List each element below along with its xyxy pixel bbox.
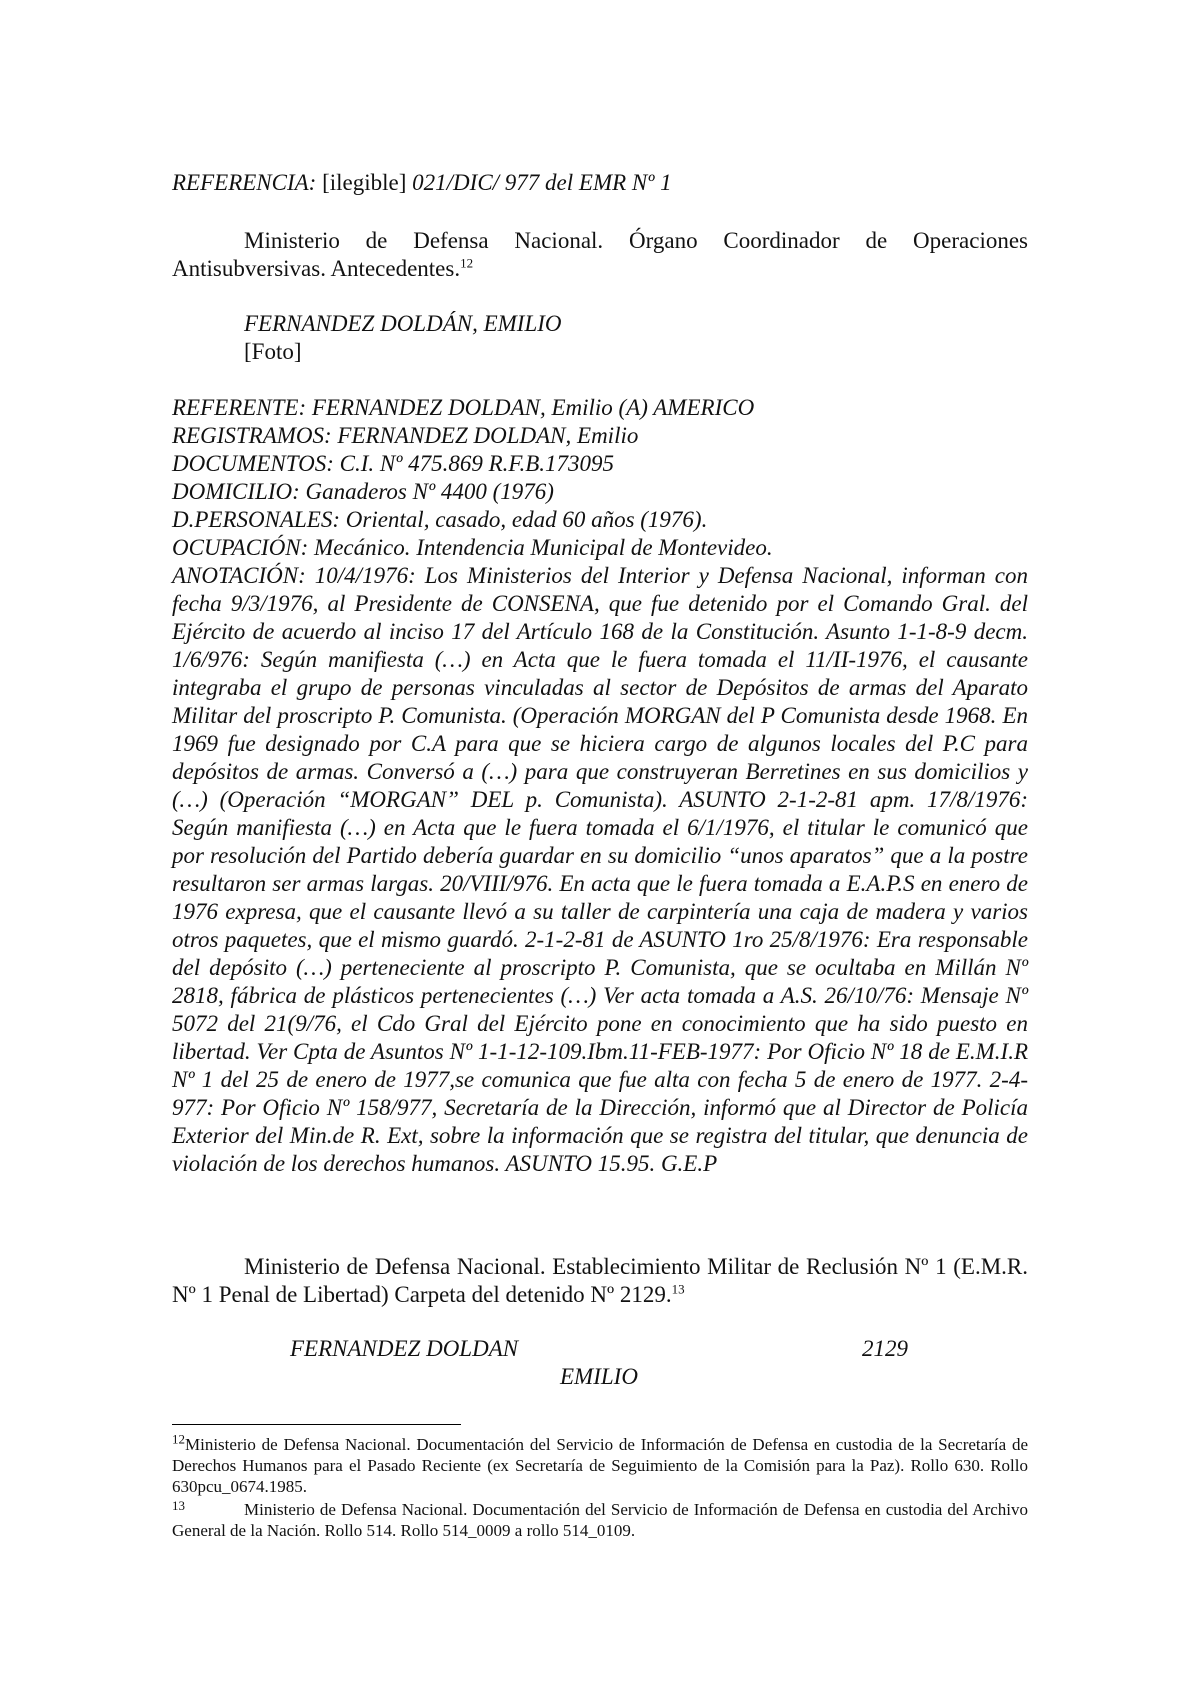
footnote-13-text: Ministerio de Defensa Nacional. Documentación del Servicio de Información de Defensa en custodia del Archivo General de la Nación. Rollo 514. Rollo 514_0009 a rollo 514_0109.: [172, 1500, 1028, 1540]
detainee-number: 2129: [862, 1336, 908, 1361]
referencia-line: [172, 169, 1028, 197]
source-paragraph-1: [172, 227, 1028, 283]
record-domicilio: DOMICILIO: Ganaderos Nº 4400 (1976): [172, 479, 554, 504]
footnote-12-text: Ministerio de Defensa Nacional. Documentación del Servicio de Información de Defensa en custodia de la Secretaría de Derechos Humanos para el Pasado Reciente (ex Secretaría de Seguimiento de la Comisión para la Paz). Rollo 630. Rollo 630pcu_0674.1985.: [172, 1435, 1028, 1496]
record-referente: REFERENTE: FERNANDEZ DOLDAN, Emilio (A) AMERICO: [172, 395, 755, 420]
source-paragraph-2: [172, 1253, 1028, 1309]
photo-placeholder: [Foto]: [244, 339, 302, 364]
footnote-ref-12: 12: [460, 255, 474, 271]
record-block: [172, 394, 1028, 1178]
person-heading: [172, 310, 1028, 366]
footnote-13: [172, 1499, 1028, 1541]
source-2-text: Ministerio de Defensa Nacional. Establecimiento Militar de Reclusión Nº 1 (E.M.R. Nº 1 Penal de Libertad) Carpeta del detenido Nº 2129.: [172, 1254, 1028, 1307]
referencia-label: REFERENCIA:: [172, 170, 317, 195]
record-datos-personales: D.PERSONALES: Oriental, casado, edad 60 años (1976).: [172, 507, 708, 532]
footnote-ref-13: 13: [671, 1281, 685, 1297]
detainee-given-name: EMILIO: [560, 1364, 638, 1389]
record-documentos: DOCUMENTOS: C.I. Nº 475.869 R.F.B.173095: [172, 451, 615, 476]
footnote-separator: [172, 1424, 461, 1425]
footnote-12-number: 12: [172, 1431, 185, 1447]
detainee-heading: [172, 1335, 1028, 1391]
footnote-13-number: 13: [172, 1498, 185, 1513]
footnote-12: [172, 1431, 1028, 1497]
record-anotacion: ANOTACIÓN: 10/4/1976: Los Ministerios del Interior y Defensa Nacional, informan con fecha 9/3/1976, al Presidente de CONSENA, que fue detenido por el Comando Gral. del Ejército de acuerdo al inciso 17 del Artículo 168 de la Constitución. Asunto 1-1-8-9 decm. 1/6/976: Según manifiesta (…) en Acta que le fuera tomada el 11/II-1976, el causante integraba el grupo de personas vinculadas al sector de Depósitos de armas del Aparato Militar del proscripto P. Comunista. (Operación MORGAN del P Comunista desde 1968. En 1969 fue designado por C.A para que se hiciera cargo de algunos locales del P.C para depósitos de armas. Conversó a (…) para que construyeran Berretines en sus domicilios y (…) (Operación “MORGAN” DEL p. Comunista). ASUNTO 2-1-2-81 apm. 17/8/1976: Según manifiesta (…) en Acta que le fuera tomada el 6/1/1976, el titular le comunicó que por resolución del Partido debería guardar en su domicilio “unos aparatos” que a la postre resultaron ser armas largas. 20/VIII/976. En acta que le fuera tomada a E.A.P.S en enero de 1976 expresa, que el causante llevó a su taller de carpintería una caja de madera y varios otros paquetes, que el mismo guardó. 2-1-2-81 de ASUNTO 1ro 25/8/1976: Era responsable del depósito (…) perteneciente al proscripto P. Comunista, que se ocultaba en Millán Nº 2818, fábrica de plásticos pertenecientes (…) Ver acta tomada a A.S. 26/10/76: Mensaje Nº 5072 del 21(9/76, el Cdo Gral del Ejército pone en conocimiento que ha sido puesto en libertad. Ver Cpta de Asuntos Nº 1-1-12-109.Ibm.11-FEB-1977: Por Oficio Nº 18 de E.M.I.R Nº 1 del 25 de enero de 1977,se comunica que fue alta con fecha 5 de enero de 1977. 2-4-977: Por Oficio Nº 158/977, Secretaría de la Dirección, informó que al Director de Policía Exterior del Min.de R. Ext, sobre la información que se registra del titular, que denuncia de violación de los derechos humanos. ASUNTO 15.95. G.E.P: [172, 563, 1028, 1176]
source-1-text: Ministerio de Defensa Nacional. Órgano Coordinador de Operaciones Antisubversivas. Antecedentes.: [172, 228, 1028, 281]
detainee-surname: FERNANDEZ DOLDAN: [290, 1336, 519, 1361]
referencia-ilegible: [ilegible]: [322, 170, 407, 195]
record-ocupacion: OCUPACIÓN: Mecánico. Intendencia Municipal de Montevideo.: [172, 535, 773, 560]
record-registramos: REGISTRAMOS: FERNANDEZ DOLDAN, Emilio: [172, 423, 639, 448]
person-name: FERNANDEZ DOLDÁN, EMILIO: [244, 311, 562, 336]
referencia-rest: 021/DIC/ 977 del EMR Nº 1: [412, 170, 672, 195]
